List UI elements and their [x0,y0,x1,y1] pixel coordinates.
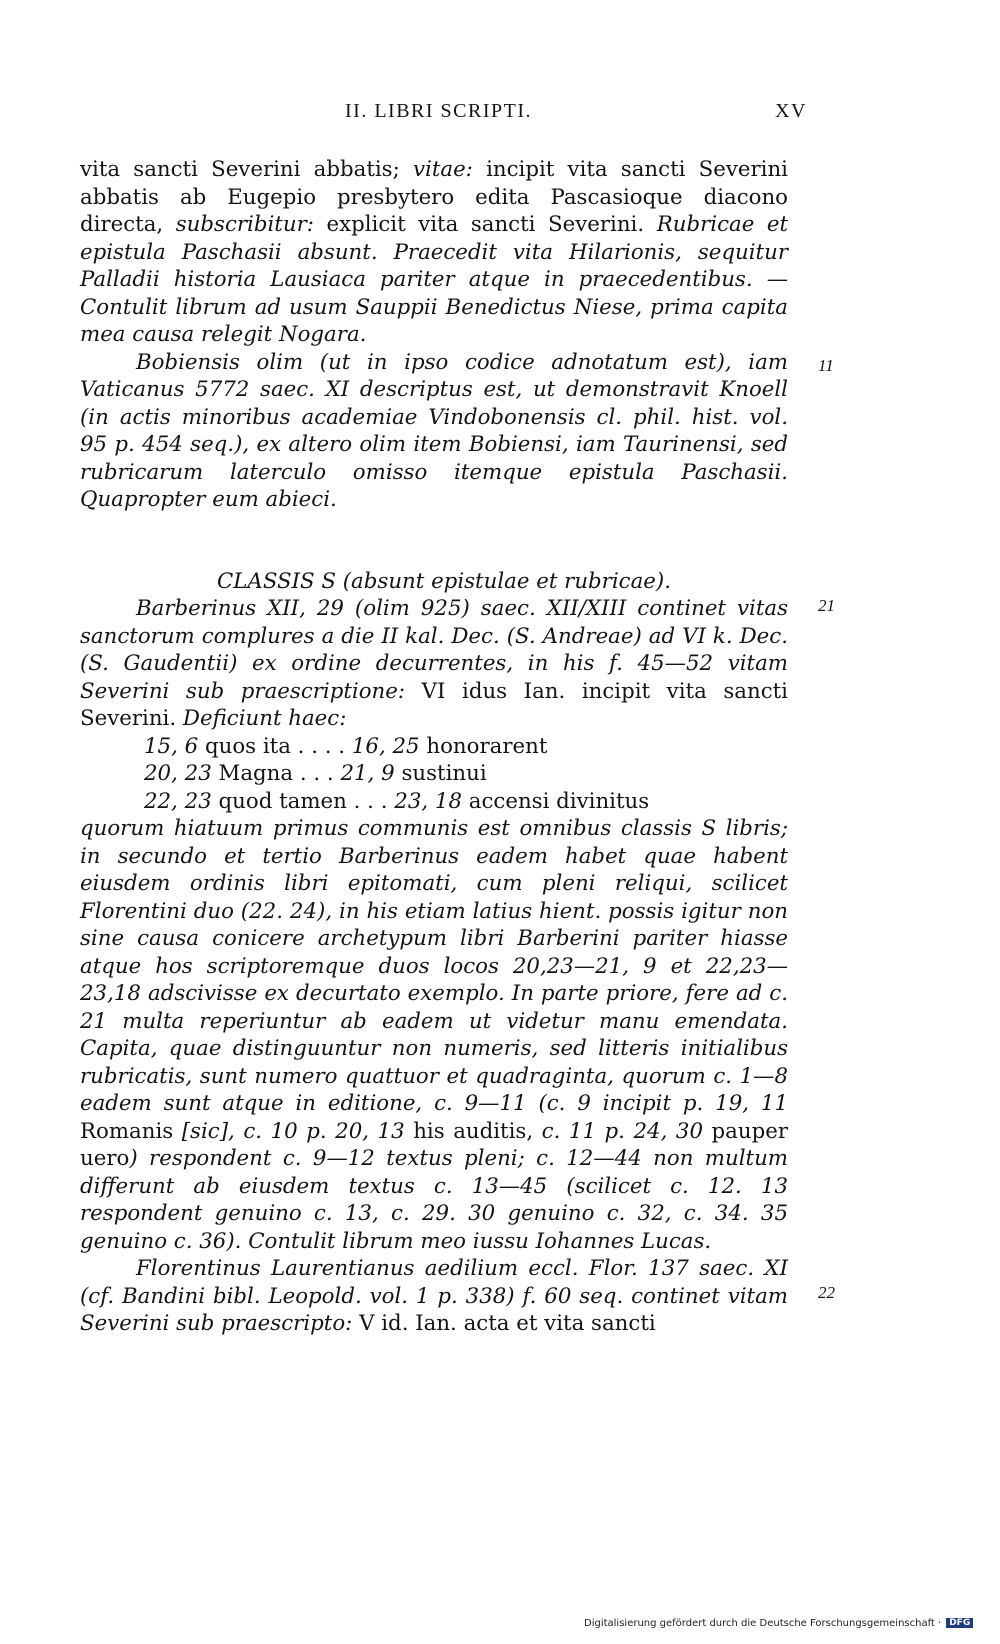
margin-number: 22 [818,1283,835,1302]
word: honorarent [419,733,548,759]
word: sustinui [394,761,487,786]
paragraph-2 [80,349,788,514]
word: Magna . . . [211,761,341,786]
text-span: his auditis, [404,1118,542,1144]
italic-span: Rubricae et epistula Paschasii absunt. Praecedit vita Hilarionis, sequitur Palladii historia Lausiaca pariter atque in praecedentibus. — Contulit librum ad usum Sauppii Benedictus Niese, prima capita mea causa relegit Nogara. [80,212,788,347]
lacuna-line [144,788,788,816]
section-heading [80,568,788,596]
text-span: VI idus Ian. incipit vita sancti Severini. [80,678,788,731]
main-text [80,156,788,1338]
italic-span: c. 11 p. 24, 30 [541,1118,703,1144]
word: accensi divinitus [462,788,650,814]
italic-span: quorum hiatuum primus communis est omnibus classis S libris; in secundo et tertio Barberinus eadem habet quae habent eiusdem ordinis libri epitomati, cum pleni reliqui, scilicet Florentini duo (22. 24), in his etiam latius hient. possis igitur non sine causa conicere archetypum libri Barberini pariter hiasse atque hos scriptoremque duos locos 20,23—21, 9 et 22,23—23,18 adscivisse ex decurtato exemplo. In parte priore, fere ad c. 21 multa reperiuntur ab eadem ut videtur manu emendata. Capita, quae distinguuntur non numeris, sed litteris initialibus rubricatis, sunt numero quattuor et quadraginta, quorum c. 1—8 eadem sunt atque in editione, c. 9—11 (c. 9 incipit p. 19, 11 [80,816,788,1116]
heading-text: CLASSIS S (absunt epistulae et rubricae). [217,568,671,594]
text-span: explicit vita sancti Severini. [313,212,657,237]
reference: 20, 23 [144,761,212,786]
paragraph-3 [80,595,788,733]
dfg-logo: DFG [946,1618,973,1628]
footer-text: Digitalisierung gefördert durch die Deutsche Forschungsgemeinschaft · [584,1618,942,1629]
spacer [80,514,788,568]
lacuna-line [144,760,788,788]
running-title: II. LIBRI SCRIPTI. [345,100,532,122]
reference: 22, 23 [144,788,212,814]
lacuna-list [80,733,788,816]
text-span: incipit vita sancti Severini abbatis ab Eugepio presbytero edita Pascasioque diacono directa, [80,157,788,237]
running-header [0,100,1000,132]
paragraph-4 [80,815,788,1255]
margin-number: 21 [818,596,835,615]
italic-span: Florentinus Laurentianus aedilium eccl. Flor. 137 saec. XI (cf. Bandini bibl. Leopold. vol. 1 p. 338) f. 60 seq. continet vitam Severini sub praescripto: [80,1256,788,1336]
text-span: V id. Ian. acta et vita sancti [352,1311,656,1336]
italic-span: ) respondent c. 9—12 textus pleni; c. 12—44 non multum differunt ab eiusdem textus c. 13—45 (scilicet c. 12. 13 respondent genuino c. 13, c. 29. 30 genuino c. 32, c. 34. 35 genuino c. 36). Contulit librum meo iussu Iohannes Lucas. [80,1146,788,1254]
reference: 15, 6 [144,733,199,759]
italic-span: subscribitur: [175,212,314,237]
word: quod tamen . . . [211,788,395,814]
reference: 23, 18 [394,788,463,814]
margin-number: 11 [818,356,834,375]
word: quos ita . . . . [198,733,352,759]
text-span: Romanis [80,1118,182,1144]
reference: 16, 25 [351,733,420,759]
paragraph-1 [80,156,788,349]
italic-span: Barberinus XII, 29 (olim 925) saec. XII/XIII continet vitas sanctorum complures a die II kal. Dec. (S. Andreae) ad VI k. Dec. (S. Gaudentii) ex ordine decurrentes, in his f. 45—52 vitam Severini sub praescriptione: [80,596,788,704]
page-number: XV [775,100,807,122]
italic-span: Deficiunt haec: [182,706,347,731]
text-span: pauper uero [80,1118,789,1171]
reference: 21, 9 [340,761,395,786]
italic-span: vitae: [412,157,473,182]
text-span: vita sancti Severini abbatis; [80,157,413,182]
digitization-footer [584,1618,973,1629]
lacuna-line [144,733,788,761]
italic-span: [sic], c. 10 p. 20, 13 [181,1118,405,1144]
italic-span: Bobiensis olim (ut in ipso codice adnotatum est), iam Vaticanus 5772 saec. XI descriptus est, ut demonstravit Knoell (in actis minoribus academiae Vindobonensis cl. phil. hist. vol. 95 p. 454 seq.), ex altero olim item Bobiensi, iam Taurinensi, sed rubricarum laterculo omisso itemque epistula Paschasii. Quapropter eum abieci. [80,349,788,512]
paragraph-5 [80,1255,788,1338]
